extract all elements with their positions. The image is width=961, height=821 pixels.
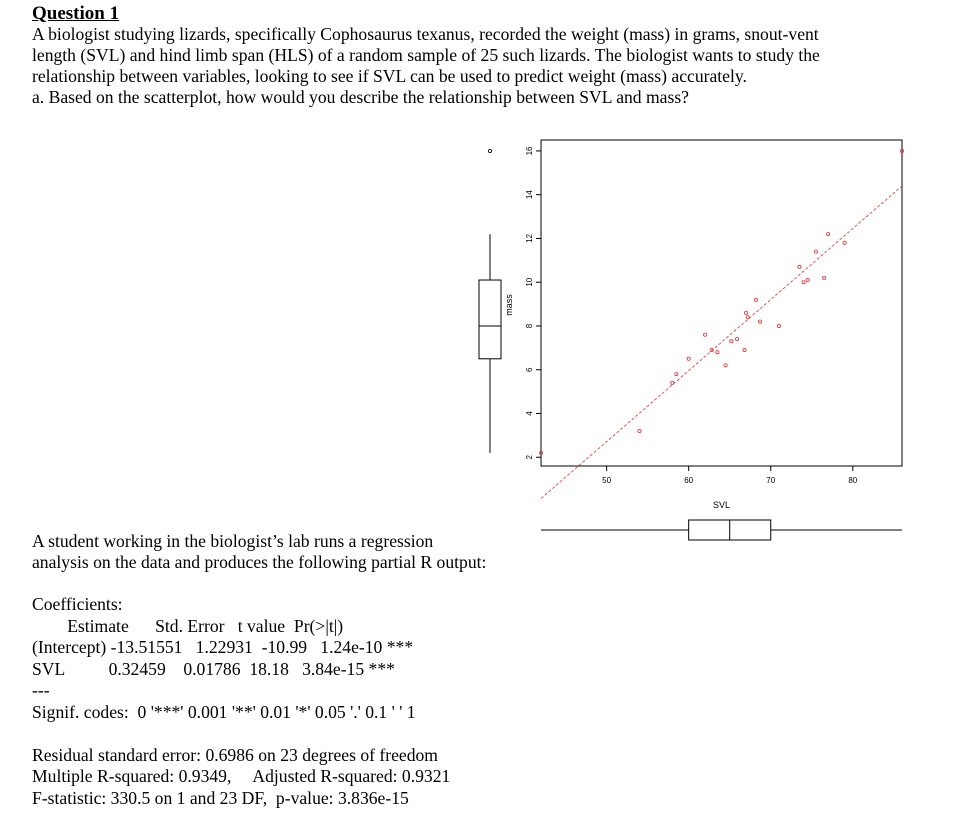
intercept-row: (Intercept) -13.51551 1.22931 -10.99 1.24e-10 *** [32, 637, 414, 657]
data-point [675, 373, 678, 376]
signif-codes: Signif. codes: 0 '***' 0.001 '**' 0.01 '*' 0.05 '.' 0.1 ' ' 1 [32, 701, 416, 722]
separator: --- [32, 680, 50, 700]
coefficients-header: Coefficients: [32, 594, 123, 614]
x-tick-label: 70 [766, 476, 776, 485]
data-point [777, 324, 780, 327]
y-tick-label: 10 [525, 277, 534, 287]
data-point [724, 364, 727, 367]
data-point [743, 348, 746, 351]
svl-boxplot [541, 520, 902, 540]
x-tick-label: 50 [602, 476, 612, 485]
outlier-point [488, 149, 491, 152]
data-point [843, 241, 846, 244]
plot-frame [541, 140, 902, 466]
y-tick-label: 4 [525, 411, 534, 416]
data-point [822, 276, 825, 279]
data-point [827, 232, 830, 235]
data-point [754, 298, 757, 301]
student-line: analysis on the data and produces the following partial R output: [32, 552, 487, 572]
question-line: relationship between variables, looking to see if SVL can be used to predict weight (mass) accurately. [32, 66, 747, 86]
data-point [687, 357, 690, 360]
mass-boxplot [479, 149, 501, 453]
y-axis-label: mass [504, 294, 514, 316]
x-tick-label: 80 [848, 476, 858, 485]
data-point [814, 250, 817, 253]
data-point [745, 311, 748, 314]
data-points [539, 149, 903, 454]
residual-standard-error: Residual standard error: 0.6986 on 23 degrees of freedom [32, 744, 438, 765]
data-point [716, 351, 719, 354]
question-title: Question 1 [32, 3, 120, 24]
svl-row: SVL 0.32459 0.01786 18.18 3.84e-15 *** [32, 658, 395, 679]
question-line: length (SVL) and hind limb span (HLS) of a random sample of 25 such lizards. The biologist wants to study the [32, 45, 820, 65]
data-point [802, 281, 805, 284]
y-tick-label: 12 [525, 234, 534, 243]
y-tick-label: 14 [525, 190, 534, 200]
data-point [758, 320, 761, 323]
question-body [32, 24, 922, 108]
box [479, 280, 501, 359]
y-axis [525, 146, 541, 460]
data-point [703, 333, 706, 336]
r-squared: Multiple R-squared: 0.9349, Adjusted R-squared: 0.9321 [32, 766, 451, 786]
y-tick-label: 16 [525, 146, 534, 156]
scatterplot-figure [0, 125, 961, 545]
y-tick-label: 2 [525, 455, 534, 460]
data-point [638, 429, 641, 432]
y-tick-label: 8 [525, 323, 534, 329]
r-output [32, 594, 450, 809]
question-line: A biologist studying lizards, specifically Cophosaurus texanus, recorded the weight (mass) in grams, snout-vent [32, 24, 819, 44]
data-point [806, 278, 809, 281]
x-axis-label: SVL [712, 500, 731, 510]
question-prompt: a. Based on the scatterplot, how would you describe the relationship between SVL and mass? [32, 87, 689, 107]
x-axis [602, 466, 858, 485]
x-tick-label: 60 [684, 476, 694, 485]
y-tick-label: 6 [525, 367, 534, 372]
data-point [746, 316, 749, 319]
data-point [730, 340, 733, 343]
regression-line [541, 186, 902, 498]
data-point [671, 381, 674, 384]
student-line: A student working in the biologist’s lab runs a regression [32, 531, 434, 551]
f-statistic: F-statistic: 330.5 on 1 and 23 DF, p-value: 3.836e-15 [32, 787, 409, 808]
student-text [32, 531, 532, 573]
data-point [798, 265, 801, 268]
data-point [735, 338, 738, 341]
coefficients-column-header: Estimate Std. Error t value Pr(>|t|) [32, 615, 344, 636]
